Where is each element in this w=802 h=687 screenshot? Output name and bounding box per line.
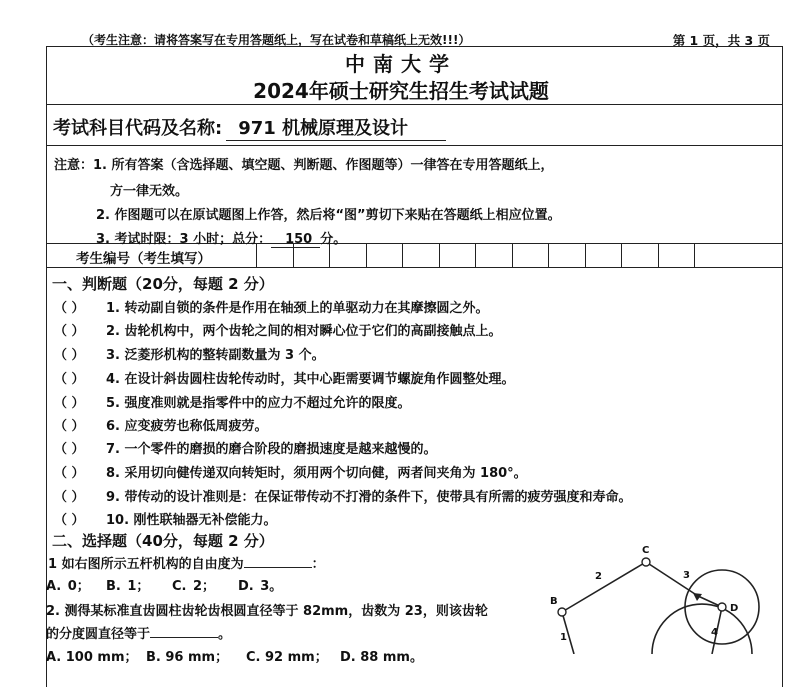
- judge-text: 5. 强度准则就是指零件中的应力不超过允许的限度。: [106, 396, 411, 411]
- judge-text: 10. 刚性联轴器无补偿能力。: [106, 513, 277, 528]
- label-1: 1: [560, 632, 567, 643]
- answer-parens: （ ）: [54, 513, 85, 528]
- exam-title: 2024年硕士研究生招生考试试题: [253, 79, 549, 103]
- subject-line: [53, 114, 446, 141]
- divider: [46, 267, 783, 268]
- link-2: [562, 562, 646, 612]
- label-b: B: [550, 596, 558, 607]
- label-2: 2: [595, 571, 602, 582]
- q1-text: 1 如右图所示五杆机构的自由度为: [48, 557, 244, 572]
- answer-blank: [150, 637, 218, 638]
- id-cell-divider: [366, 243, 367, 267]
- answer-parens: （ ）: [54, 348, 85, 363]
- answer-parens: （ ）: [54, 396, 85, 411]
- judge-text: 9. 带传动的设计准则是：在保证带传动不打滑的条件下，使带具有所需的疲劳强度和寿命。: [106, 490, 632, 505]
- id-cell-divider: [439, 243, 440, 267]
- note-1: [54, 154, 554, 173]
- note-1-text: 1. 所有答案（含选择题、填空题、判断题、作图题等）一律答在专用答题纸上，: [93, 158, 554, 173]
- option-c: C. 2；: [172, 579, 216, 594]
- answer-parens: （ ）: [54, 372, 85, 387]
- judge-text: 2. 齿轮机构中，两个齿轮之间的相对瞬心位于它们的高副接触点上。: [106, 324, 502, 339]
- q2-text: 的分度圆直径等于: [46, 627, 151, 642]
- subject-value: 971 机械原理及设计: [226, 114, 446, 141]
- choice-q2-cont: [46, 623, 231, 642]
- id-cell-divider: [621, 243, 622, 267]
- label-3: 3: [683, 570, 690, 581]
- note-prefix: 注意：: [54, 158, 94, 173]
- judge-item: [54, 462, 527, 481]
- judge-text: 8. 采用切向健传递双向转矩时，须用两个切向健，两者间夹角为 180°。: [106, 466, 527, 481]
- q1-end: ：: [311, 557, 325, 572]
- judge-item: [54, 344, 325, 363]
- divider: [46, 145, 783, 146]
- note-1-cont: 方一律无效。: [110, 184, 189, 199]
- label-4: 4: [711, 627, 718, 638]
- id-cell-divider: [293, 243, 294, 267]
- option-b: B. 1；: [106, 579, 150, 594]
- linkage-diagram: [540, 540, 790, 654]
- option-c: C. 92 mm；: [246, 650, 328, 665]
- joint-d: [718, 603, 726, 611]
- choice-q2: 2. 测得某标准直齿圆柱齿轮齿根圆直径等于 82mm，齿数为 23，则该齿轮: [46, 604, 488, 619]
- judge-text: 6. 应变疲劳也称低周疲劳。: [106, 419, 268, 434]
- judge-text: 3. 泛菱形机构的整转副数量为 3 个。: [106, 348, 325, 363]
- judge-item: [54, 415, 268, 434]
- judge-item: [54, 438, 437, 457]
- answer-parens: （ ）: [54, 466, 85, 481]
- candidate-id-label: 考生编号（考生填写）: [76, 251, 211, 267]
- id-cell-divider: [475, 243, 476, 267]
- total-score: 150: [271, 232, 320, 248]
- choice-q1: [48, 553, 325, 572]
- note-3: [96, 228, 346, 248]
- id-cell-divider: [256, 243, 257, 267]
- label-d: D: [730, 603, 739, 614]
- id-cell-divider: [694, 243, 695, 267]
- answer-parens: （ ）: [54, 301, 85, 316]
- option-b: B. 96 mm；: [146, 650, 229, 665]
- q2-end: 。: [218, 627, 232, 642]
- option-d: D. 3。: [238, 579, 283, 594]
- answer-parens: （ ）: [54, 490, 85, 505]
- answer-blank: [244, 567, 312, 568]
- judge-item: [54, 320, 502, 339]
- judge-item: [54, 368, 515, 387]
- section-2-title: 二、选择题（40分，每题 2 分）: [52, 532, 274, 550]
- university-name: 中南大学: [345, 52, 457, 76]
- id-cell-divider: [402, 243, 403, 267]
- joint-c: [642, 558, 650, 566]
- label-c: C: [642, 545, 650, 556]
- judge-item: [54, 297, 489, 316]
- exam-notice: （考生注意：请将答案写在专用答题纸上，写在试卷和草稿纸上无效!!!）: [82, 33, 471, 47]
- id-cell-divider: [329, 243, 330, 267]
- id-cell-divider: [658, 243, 659, 267]
- page-number: 第 1 页，共 3 页: [672, 33, 770, 48]
- q1-options: [46, 575, 282, 594]
- judge-text: 1. 转动副自锁的条件是作用在轴颈上的单驱动力在其摩擦圆之外。: [106, 301, 489, 316]
- id-cell-divider: [548, 243, 549, 267]
- score-unit: 分。: [320, 232, 347, 247]
- judge-item: [54, 509, 277, 528]
- id-cell-divider: [512, 243, 513, 267]
- judge-text: 4. 在设计斜齿圆柱齿轮传动时，其中心距需要调节螺旋角作圆整处理。: [106, 372, 515, 387]
- joint-b: [558, 608, 566, 616]
- q2-options: [46, 646, 423, 665]
- section-1-title: 一、判断题（20分，每题 2 分）: [52, 275, 274, 293]
- option-a: A. 100 mm；: [46, 650, 138, 665]
- judge-text: 7. 一个零件的磨损的磨合阶段的磨损速度是越来越慢的。: [106, 442, 437, 457]
- answer-parens: （ ）: [54, 442, 85, 457]
- subject-label: 考试科目代码及名称:: [53, 118, 223, 139]
- option-d: D. 88 mm。: [340, 650, 423, 665]
- link-3: [646, 562, 698, 596]
- option-a: A. 0；: [46, 579, 90, 594]
- answer-parens: （ ）: [54, 419, 85, 434]
- id-cell-divider: [585, 243, 586, 267]
- judge-item: [54, 392, 411, 411]
- divider: [46, 104, 783, 105]
- note-2: 2. 作图题可以在原试题图上作答，然后将“图”剪切下来贴在答题纸上相应位置。: [96, 208, 561, 223]
- answer-parens: （ ）: [54, 324, 85, 339]
- time-limit: 3. 考试时限：3 小时；总分：: [96, 232, 272, 247]
- judge-item: [54, 486, 632, 505]
